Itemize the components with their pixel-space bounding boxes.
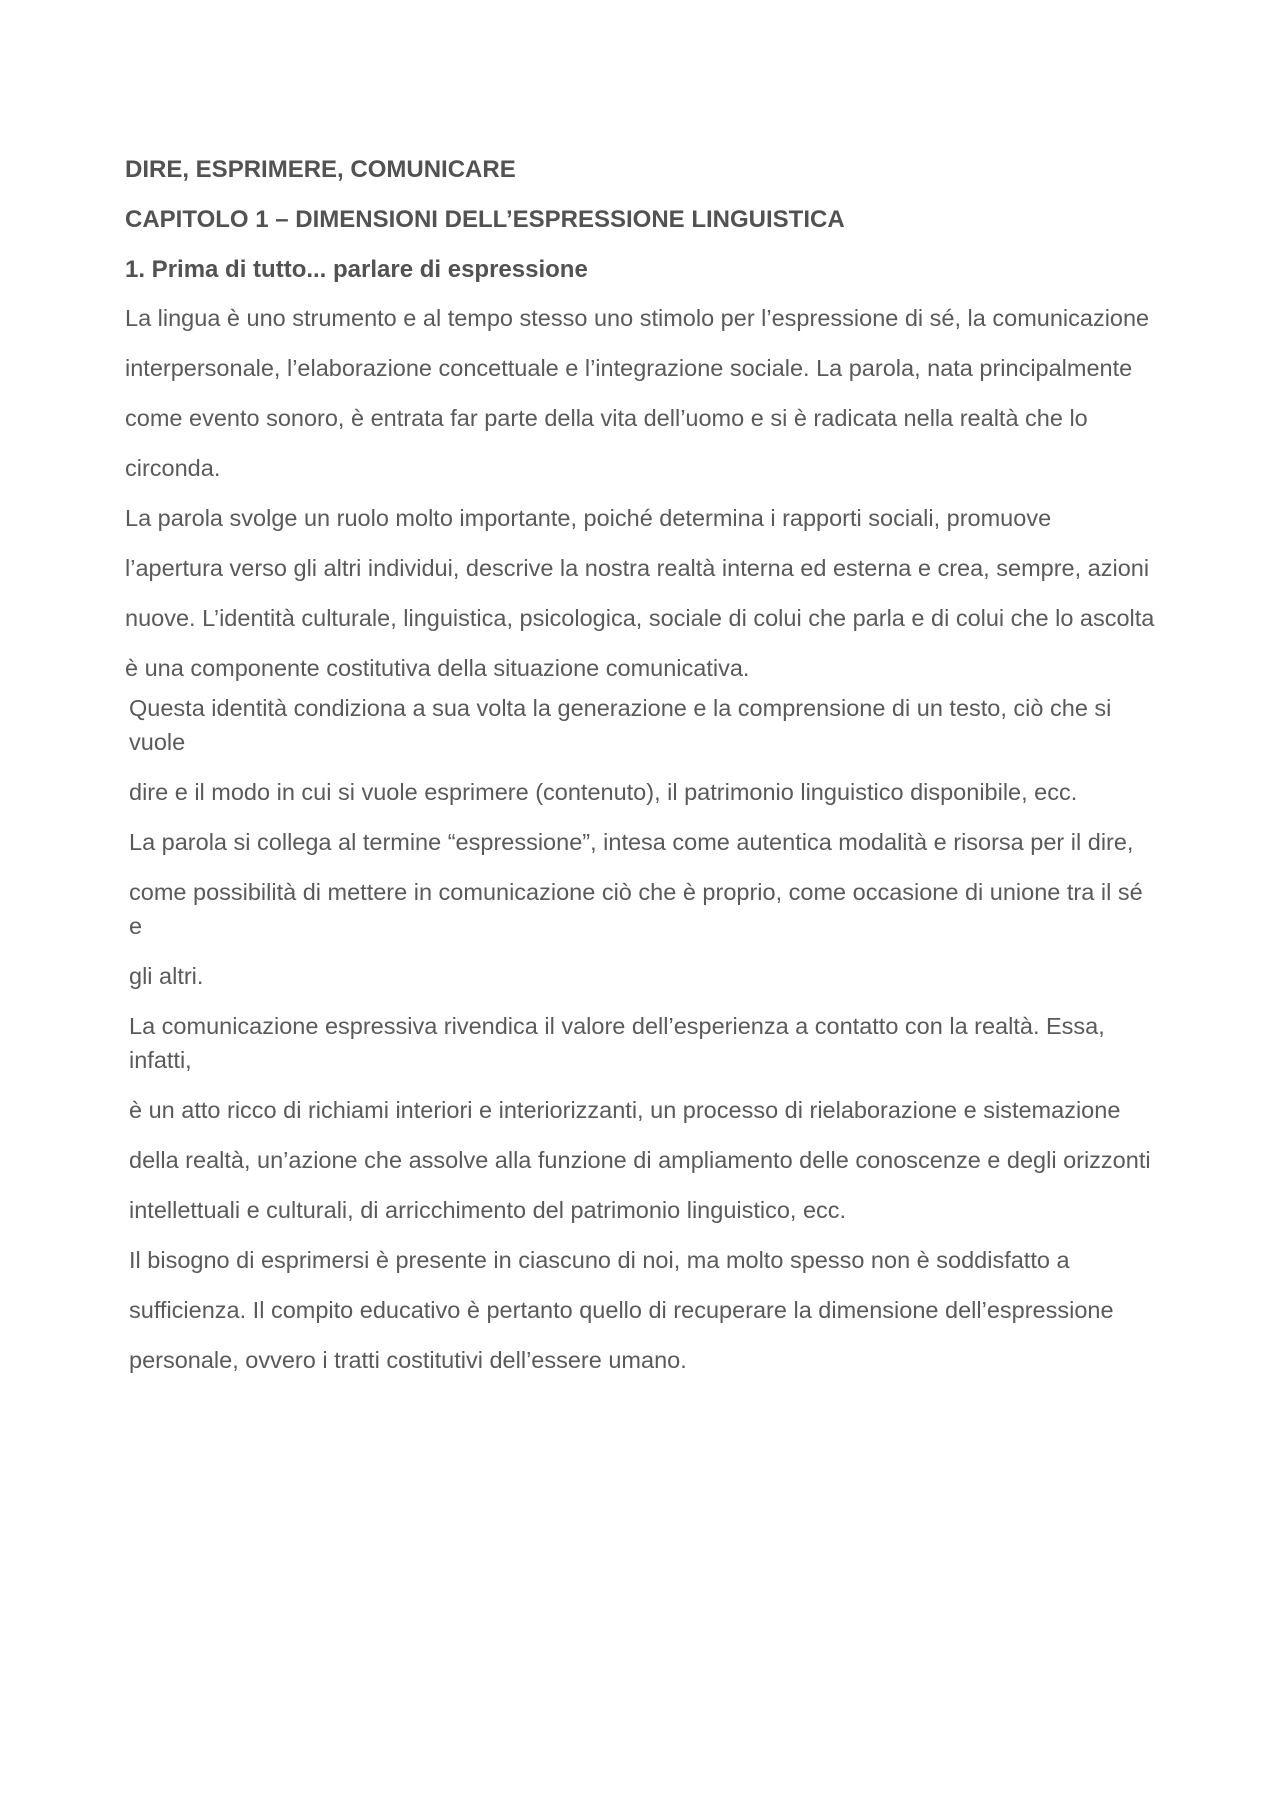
section-heading: 1. Prima di tutto... parlare di espressione <box>125 256 588 283</box>
text-line: Il bisogno di esprimersi è presente in ciascuno di noi, ma molto spesso non è soddisfatto a <box>129 1247 1070 1273</box>
text-line: circonda. <box>125 455 221 481</box>
text-line: interpersonale, l’elaborazione concettuale e l’integrazione sociale. La parola, nata principalmente <box>125 355 1133 381</box>
text-line: La comunicazione espressiva rivendica il valore dell’esperienza a contatto con la realtà. Essa, infatti, <box>129 1013 1105 1073</box>
text-line: come evento sonoro, è entrata far parte della vita dell’uomo e si è radicata nella realtà che lo <box>125 405 1088 431</box>
document-body <box>125 155 1160 1393</box>
text-line: della realtà, un’azione che assolve alla funzione di ampliamento delle conoscenze e degli orizzonti <box>129 1147 1151 1173</box>
text-line: gli altri. <box>129 963 204 989</box>
text-line: l’apertura verso gli altri individui, descrive la nostra realtà interna ed esterna e crea, sempre, azioni <box>125 555 1150 581</box>
text-line: come possibilità di mettere in comunicazione ciò che è proprio, come occasione di unione tra il sé e <box>129 879 1143 939</box>
text-line: intellettuali e culturali, di arricchimento del patrimonio linguistico, ecc. <box>129 1197 847 1223</box>
text-line: è una componente costitutiva della situazione comunicativa. <box>125 655 750 681</box>
text-line: personale, ovvero i tratti costitutivi dell’essere umano. <box>129 1347 687 1373</box>
text-line: La lingua è uno strumento e al tempo stesso uno stimolo per l’espressione di sé, la comunicazione <box>125 305 1150 331</box>
text-line: sufficienza. Il compito educativo è pertanto quello di recuperare la dimensione dell’espressione <box>129 1297 1114 1323</box>
chapter-heading: CAPITOLO 1 – DIMENSIONI DELL’ESPRESSIONE LINGUISTICA <box>125 206 845 233</box>
text-line: La parola si collega al termine “espressione”, intesa come autentica modalità e risorsa per il dire, <box>129 829 1134 855</box>
text-line: dire e il modo in cui si vuole esprimere (contenuto), il patrimonio linguistico disponibile, ecc. <box>129 779 1078 805</box>
text-line: è un atto ricco di richiami interiori e interiorizzanti, un processo di rielaborazione e sistemazione <box>129 1097 1121 1123</box>
text-line: Questa identità condiziona a sua volta la generazione e la comprensione di un testo, ciò che si vuole <box>129 695 1112 755</box>
document-title: DIRE, ESPRIMERE, COMUNICARE <box>125 156 516 183</box>
text-line: nuove. L’identità culturale, linguistica, psicologica, sociale di colui che parla e di colui che lo ascolta <box>125 605 1155 631</box>
text-line: La parola svolge un ruolo molto importante, poiché determina i rapporti sociali, promuove <box>125 505 1052 531</box>
